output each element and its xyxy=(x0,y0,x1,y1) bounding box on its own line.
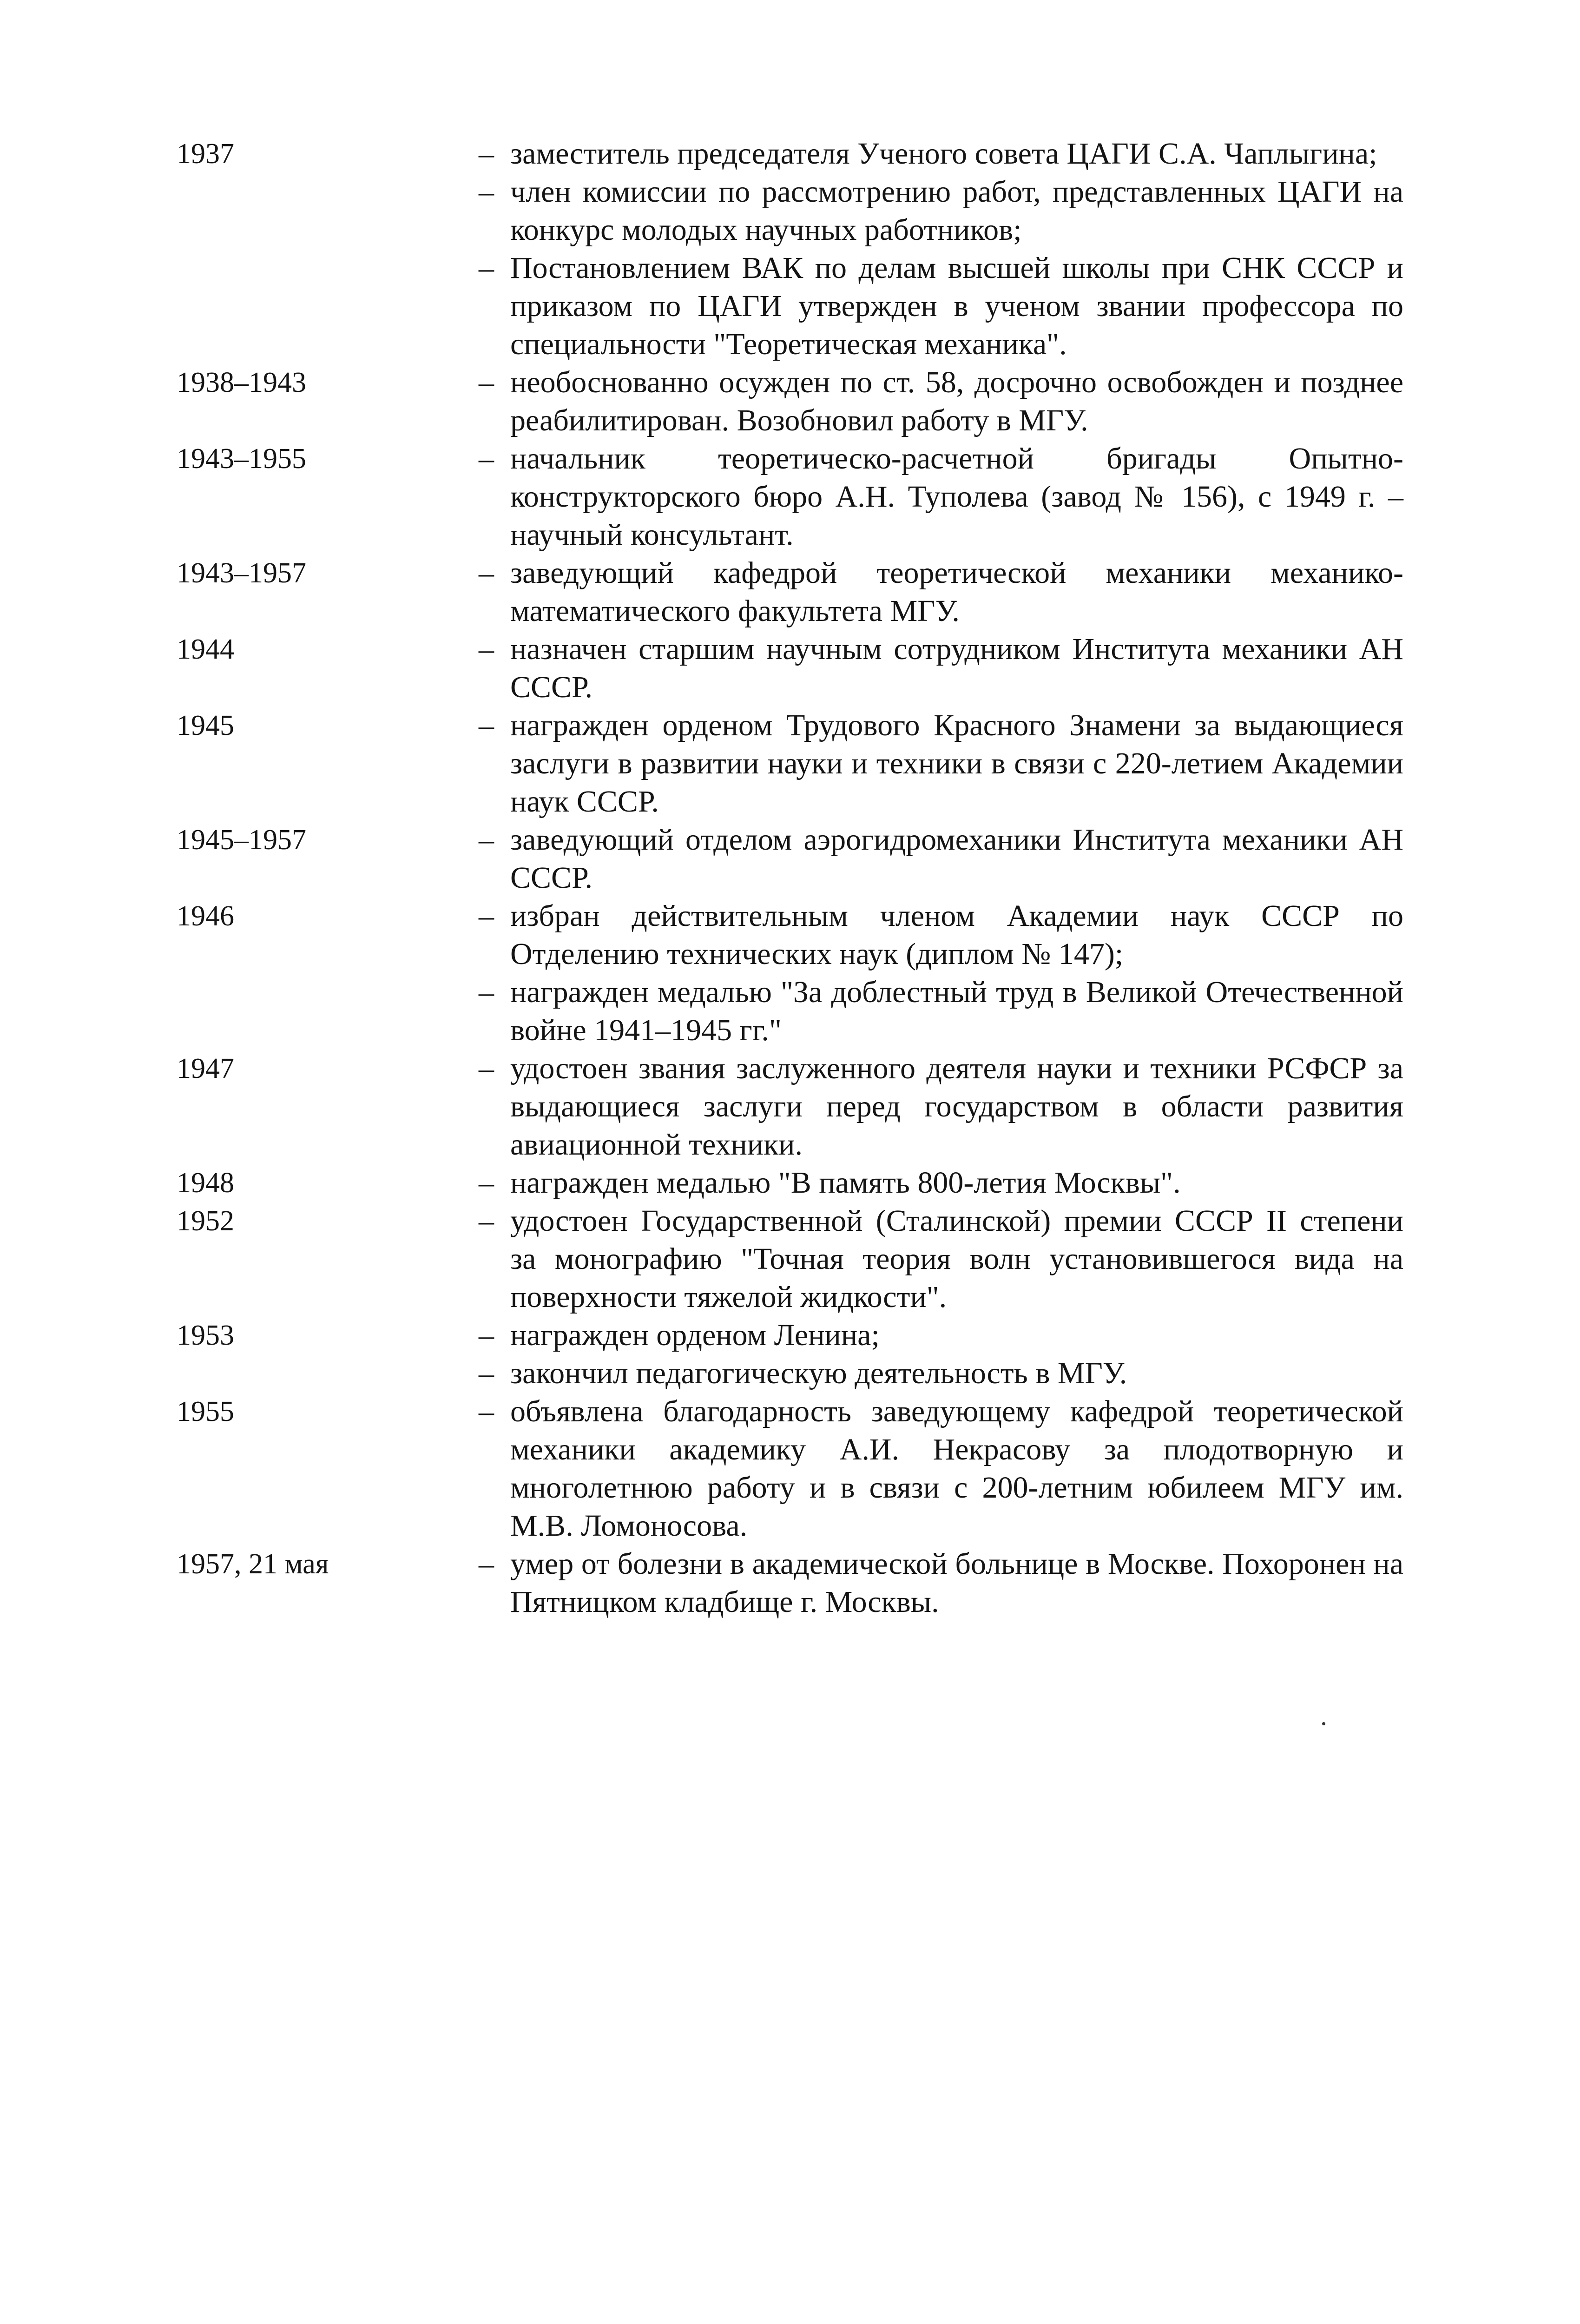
entry-item-text: удостоен Государственной (Сталинской) премии СССР II степени за монографию "Точная теория волн установившегося вида на поверхности тяжелой жидкости". xyxy=(510,1204,1403,1314)
dash-marker: – xyxy=(479,1394,494,1428)
chronology-entry xyxy=(177,630,1403,706)
entry-item xyxy=(479,706,1403,821)
entry-year: 1945–1957 xyxy=(177,824,306,856)
entry-items xyxy=(479,1202,1403,1316)
entry-items xyxy=(479,897,1403,1050)
entry-item xyxy=(479,1050,1403,1164)
chronology-entry xyxy=(177,706,1403,821)
entry-year: 1943–1957 xyxy=(177,557,306,589)
chronology-entry xyxy=(177,821,1403,897)
entry-year: 1946 xyxy=(177,900,234,932)
dash-marker: – xyxy=(479,1051,494,1085)
dash-marker: – xyxy=(479,442,494,475)
chronology-entry xyxy=(177,1316,1403,1393)
entry-items xyxy=(479,440,1403,554)
dash-marker: – xyxy=(479,556,494,590)
entry-item-text: избран действительным членом Академии наук СССР по Отделению технических наук (диплом № 147); xyxy=(510,899,1403,971)
entry-year: 1945 xyxy=(177,710,234,741)
dash-marker: – xyxy=(479,1318,494,1352)
entry-item-text: заведующий отделом аэрогидромеханики Института механики АН СССР. xyxy=(510,823,1403,895)
entry-item-text: объявлена благодарность заведующему кафедрой теоретической механики академику А.И. Некрасову за плодотворную и многолетнюю работу и в связи с 200-летним юбилеем МГУ им. М.В. Ломоносова. xyxy=(510,1394,1403,1543)
scan-speck xyxy=(1322,1722,1325,1725)
dash-marker: – xyxy=(479,708,494,742)
entry-year: 1948 xyxy=(177,1167,234,1199)
chronology-entry xyxy=(177,1202,1403,1316)
entry-item xyxy=(479,363,1403,440)
entry-item xyxy=(479,440,1403,554)
entry-item xyxy=(479,1393,1403,1545)
entry-item xyxy=(479,630,1403,706)
entry-item xyxy=(479,135,1403,173)
chronology-entry xyxy=(177,440,1403,554)
entry-item xyxy=(479,249,1403,363)
entry-year: 1943–1955 xyxy=(177,443,306,475)
entry-item xyxy=(479,897,1403,973)
dash-marker: – xyxy=(479,899,494,933)
chronology-entry xyxy=(177,1164,1403,1202)
entry-item-text: награжден орденом Ленина; xyxy=(510,1318,880,1352)
entry-item xyxy=(479,973,1403,1050)
chronology-entry xyxy=(177,1545,1403,1621)
entry-item xyxy=(479,821,1403,897)
entry-item-text: награжден орденом Трудового Красного Знамени за выдающиеся заслуги в развитии науки и техники в связи с 220-летием Академии наук СССР. xyxy=(510,708,1403,819)
entry-item-text: необоснованно осужден по ст. 58, досрочно освобожден и позднее реабилитирован. Возобновил работу в МГУ. xyxy=(510,365,1403,437)
entry-year: 1947 xyxy=(177,1053,234,1084)
entry-items xyxy=(479,706,1403,821)
entry-item-text: удостоен звания заслуженного деятеля науки и техники РСФСР за выдающиеся заслуги перед государством в области развития авиационной техники. xyxy=(510,1051,1403,1162)
entry-items xyxy=(479,1164,1403,1202)
chronology-entry xyxy=(177,897,1403,1050)
entry-year: 1953 xyxy=(177,1320,234,1351)
chronology-entry xyxy=(177,1050,1403,1164)
dash-marker: – xyxy=(479,251,494,285)
entry-item xyxy=(479,173,1403,249)
entry-item-text: Постановлением ВАК по делам высшей школы при СНК СССР и приказом по ЦАГИ утвержден в ученом звании профессора по специальности "Теоретическая механика". xyxy=(510,251,1403,361)
entry-item-text: назначен старшим научным сотрудником Института механики АН СССР. xyxy=(510,632,1403,704)
entry-item xyxy=(479,1202,1403,1316)
dash-marker: – xyxy=(479,1204,494,1238)
entry-items xyxy=(479,630,1403,706)
entry-year: 1937 xyxy=(177,138,234,170)
dash-marker: – xyxy=(479,175,494,209)
dash-marker: – xyxy=(479,365,494,399)
chronology-document xyxy=(177,135,1403,1621)
entry-items xyxy=(479,1393,1403,1545)
entry-items xyxy=(479,821,1403,897)
entry-item-text: награжден медалью "В память 800-летия Москвы". xyxy=(510,1166,1181,1200)
dash-marker: – xyxy=(479,1547,494,1581)
dash-marker: – xyxy=(479,1166,494,1200)
dash-marker: – xyxy=(479,1356,494,1390)
dash-marker: – xyxy=(479,137,494,171)
entry-year: 1944 xyxy=(177,634,234,665)
entry-item xyxy=(479,1545,1403,1621)
dash-marker: – xyxy=(479,632,494,666)
entry-item-text: член комиссии по рассмотрению работ, представленных ЦАГИ на конкурс молодых научных работников; xyxy=(510,175,1403,247)
entry-item xyxy=(479,1316,1403,1354)
entry-items xyxy=(479,363,1403,440)
entry-items xyxy=(479,135,1403,363)
entry-item-text: награжден медалью "За доблестный труд в Великой Отечественной войне 1941–1945 гг." xyxy=(510,975,1403,1047)
entry-items xyxy=(479,1316,1403,1393)
entry-items xyxy=(479,1545,1403,1621)
entry-year: 1955 xyxy=(177,1396,234,1427)
entry-item-text: начальник теоретическо-расчетной бригады Опытно-конструкторского бюро А.Н. Туполева (завод № 156), с 1949 г. – научный консультант. xyxy=(510,442,1403,552)
entry-year: 1938–1943 xyxy=(177,367,306,398)
entry-year: 1952 xyxy=(177,1205,234,1237)
dash-marker: – xyxy=(479,975,494,1009)
chronology-entry xyxy=(177,363,1403,440)
entry-item xyxy=(479,1354,1403,1393)
entry-items xyxy=(479,554,1403,630)
chronology-entry xyxy=(177,135,1403,363)
dash-marker: – xyxy=(479,823,494,857)
chronology-entry xyxy=(177,554,1403,630)
entry-item-text: заместитель председателя Ученого совета ЦАГИ С.А. Чаплыгина; xyxy=(510,137,1377,171)
entry-item xyxy=(479,1164,1403,1202)
chronology-entry xyxy=(177,1393,1403,1545)
entry-item-text: закончил педагогическую деятельность в МГУ. xyxy=(510,1356,1127,1390)
entry-item-text: заведующий кафедрой теоретической механики механико-математического факультета МГУ. xyxy=(510,556,1403,628)
entry-item xyxy=(479,554,1403,630)
entry-items xyxy=(479,1050,1403,1164)
entry-item-text: умер от болезни в академической больнице в Москве. Похоронен на Пятницком кладбище г. Москвы. xyxy=(510,1547,1403,1619)
entry-year: 1957, 21 мая xyxy=(177,1548,329,1580)
